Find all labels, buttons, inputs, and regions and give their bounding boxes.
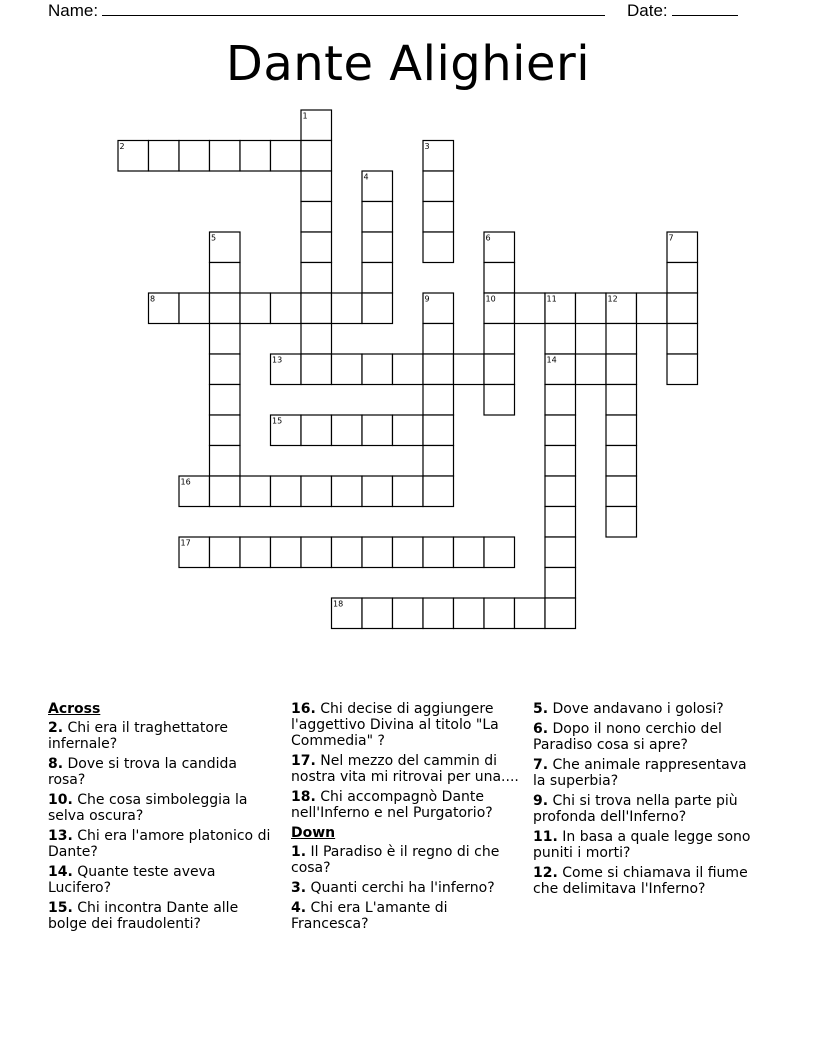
grid-cell[interactable] (454, 537, 485, 568)
clue-num: 8. (48, 756, 64, 772)
clue-number: 11 (546, 294, 557, 304)
grid-cell[interactable] (637, 293, 668, 324)
grid-cell[interactable] (454, 354, 485, 385)
grid-cell[interactable] (210, 354, 241, 385)
clue-text: Quanti cerchi ha l'inferno? (306, 880, 495, 896)
clue-num: 10. (48, 792, 73, 808)
clue-num: 9. (533, 793, 549, 809)
across-clue-list-continued (291, 701, 521, 821)
grid-cell[interactable] (301, 476, 332, 507)
down-clue-list-continued (533, 701, 763, 897)
grid-cell[interactable] (515, 293, 546, 324)
clue-number: 12 (607, 294, 618, 304)
clues-column-3 (533, 701, 763, 901)
grid-cell[interactable] (545, 507, 576, 538)
clue (533, 701, 763, 717)
clue-text: Dove andavano i golosi? (548, 701, 724, 717)
clue-num: 15. (48, 900, 73, 916)
grid-cell[interactable] (393, 476, 424, 507)
grid-cell[interactable] (393, 415, 424, 446)
grid-cell[interactable] (393, 537, 424, 568)
clue-text: Dopo il nono cerchio del Paradiso cosa si apre? (533, 721, 722, 753)
clue-text: Dove si trova la candida rosa? (48, 756, 237, 788)
grid-cell[interactable] (301, 232, 332, 263)
clue-text: Chi era L'amante di Francesca? (291, 900, 448, 932)
clue (48, 720, 278, 752)
grid-cell[interactable] (545, 537, 576, 568)
across-heading: Across (48, 701, 101, 717)
grid-cell[interactable] (362, 263, 393, 294)
grid-cell[interactable] (362, 537, 393, 568)
grid-cell[interactable] (667, 293, 698, 324)
grid-cell[interactable] (393, 354, 424, 385)
grid-cell[interactable] (271, 476, 302, 507)
clue-num: 5. (533, 701, 549, 717)
clues-column-1 (48, 701, 278, 936)
clue-number: 17 (180, 538, 191, 548)
grid-cell[interactable] (332, 537, 363, 568)
grid-cell[interactable] (484, 598, 515, 629)
clue-text: Nel mezzo del cammin di nostra vita mi ritrovai per una.... (291, 753, 519, 785)
grid-cell[interactable] (271, 537, 302, 568)
clue-number: 2 (119, 142, 125, 151)
grid-cell[interactable] (332, 415, 363, 446)
clue-number: 18 (333, 599, 344, 609)
grid-cell[interactable] (332, 476, 363, 507)
clue (533, 721, 763, 753)
clue (48, 756, 278, 788)
clue-num: 14. (48, 864, 73, 880)
clue (291, 844, 521, 876)
grid-cell[interactable] (423, 598, 454, 629)
grid-cell[interactable] (423, 324, 454, 355)
grid-cell[interactable] (423, 446, 454, 477)
grid-cell[interactable] (301, 171, 332, 202)
name-label: Name: (48, 1, 99, 20)
clues-column-2 (291, 701, 521, 936)
grid-cell[interactable] (210, 263, 241, 294)
clue-text: Che animale rappresentava la superbia? (533, 757, 747, 789)
grid-cell[interactable] (423, 476, 454, 507)
clue-number: 16 (180, 477, 191, 487)
grid-cell[interactable] (423, 354, 454, 385)
clue-number: 14 (546, 355, 557, 365)
grid-cell[interactable] (423, 415, 454, 446)
grid-cell[interactable] (606, 476, 637, 507)
clue-num: 4. (291, 900, 307, 916)
clue-number: 7 (668, 233, 674, 243)
grid-cell[interactable] (545, 476, 576, 507)
grid-cell[interactable] (667, 263, 698, 294)
clue-num: 2. (48, 720, 64, 736)
grid-cell[interactable] (576, 354, 607, 385)
grid-cell[interactable] (393, 598, 424, 629)
clue-number: 3 (424, 142, 430, 151)
clue (48, 828, 278, 860)
grid-cell[interactable] (667, 324, 698, 355)
clue-text: Chi incontra Dante alle bolge dei fraudolenti? (48, 900, 239, 932)
clue-num: 12. (533, 865, 558, 881)
clue-number: 13 (272, 355, 283, 365)
grid-cell[interactable] (545, 568, 576, 599)
grid-cell[interactable] (332, 293, 363, 324)
grid-cell[interactable] (362, 232, 393, 263)
clue (291, 880, 521, 896)
grid-cell[interactable] (545, 446, 576, 477)
clue (533, 865, 763, 897)
grid-cell[interactable] (301, 415, 332, 446)
clue (48, 900, 278, 932)
page-title: Dante Alighieri (225, 36, 591, 92)
grid-cell[interactable] (240, 476, 271, 507)
clue (48, 792, 278, 824)
grid-cell[interactable] (423, 171, 454, 202)
grid-cell[interactable] (362, 354, 393, 385)
down-heading: Down (291, 825, 336, 841)
grid-cell[interactable] (576, 293, 607, 324)
clue (533, 829, 763, 861)
grid-cell[interactable] (301, 537, 332, 568)
grid-cell[interactable] (210, 415, 241, 446)
clue-num: 3. (291, 880, 307, 896)
grid-cell[interactable] (606, 507, 637, 538)
grid-cell[interactable] (210, 446, 241, 477)
grid-cell[interactable] (484, 385, 515, 416)
clue-number: 4 (363, 172, 369, 182)
clue-number: 5 (211, 233, 217, 243)
clue-text: In basa a quale legge sono puniti i morti? (533, 829, 751, 861)
grid-cell[interactable] (240, 141, 271, 172)
grid-cell[interactable] (301, 263, 332, 294)
clue-number: 8 (150, 294, 156, 304)
across-clue-list (48, 720, 278, 932)
grid-cell[interactable] (240, 293, 271, 324)
grid-cell[interactable] (545, 415, 576, 446)
clue (48, 864, 278, 896)
clue-text: Il Paradiso è il regno di che cosa? (291, 844, 500, 876)
grid-cell[interactable] (545, 598, 576, 629)
grid-cell[interactable] (545, 324, 576, 355)
clue-text: Chi decise di aggiungere l'aggettivo Divina al titolo "La Commedia" ? (291, 701, 499, 749)
grid-cell[interactable] (332, 354, 363, 385)
clue-num: 13. (48, 828, 73, 844)
clue-text: Chi era il traghettatore infernale? (48, 720, 228, 752)
grid-cell[interactable] (240, 537, 271, 568)
down-clue-list (291, 844, 521, 932)
clue-num: 11. (533, 829, 558, 845)
grid-cell[interactable] (606, 446, 637, 477)
grid-cell[interactable] (301, 354, 332, 385)
grid-cell[interactable] (210, 385, 241, 416)
grid-cell[interactable] (210, 293, 241, 324)
grid-cell[interactable] (423, 202, 454, 233)
grid-cell[interactable] (301, 202, 332, 233)
clue-num: 18. (291, 789, 316, 805)
grid-cell[interactable] (545, 385, 576, 416)
grid-cell[interactable] (606, 324, 637, 355)
clue (291, 701, 521, 749)
clue (533, 757, 763, 789)
grid-cell[interactable] (179, 141, 210, 172)
grid-cell[interactable] (362, 293, 393, 324)
clue-text: Chi era l'amore platonico di Dante? (48, 828, 271, 860)
clue-number: 15 (272, 416, 283, 426)
clue (291, 789, 521, 821)
clue (291, 753, 521, 785)
clue-number: 10 (485, 294, 496, 304)
clue-num: 6. (533, 721, 549, 737)
grid-cell[interactable] (423, 232, 454, 263)
clue-num: 1. (291, 844, 307, 860)
grid-cell[interactable] (423, 385, 454, 416)
clue-text: Quante teste aveva Lucifero? (48, 864, 216, 896)
grid-cell[interactable] (301, 324, 332, 355)
clue (533, 793, 763, 825)
grid-cell[interactable] (454, 598, 485, 629)
grid-cell[interactable] (484, 324, 515, 355)
date-label: Date: (627, 1, 668, 20)
clue-num: 16. (291, 701, 316, 717)
grid-cell[interactable] (271, 141, 302, 172)
clue-number: 6 (485, 233, 491, 243)
grid-cell[interactable] (667, 354, 698, 385)
grid-cell[interactable] (515, 598, 546, 629)
grid-cell[interactable] (362, 202, 393, 233)
grid-cell[interactable] (210, 537, 241, 568)
grid-cell[interactable] (606, 354, 637, 385)
clue-text: Che cosa simboleggia la selva oscura? (48, 792, 248, 824)
clue-text: Come si chiamava il fiume che delimitava l'Inferno? (533, 865, 748, 897)
grid-cell[interactable] (149, 141, 180, 172)
grid-cell[interactable] (301, 141, 332, 172)
grid-cell[interactable] (423, 537, 454, 568)
clue-num: 17. (291, 753, 316, 769)
grid-cell[interactable] (362, 415, 393, 446)
clue-number: 9 (424, 294, 430, 304)
grid-cell[interactable] (362, 476, 393, 507)
grid-cell[interactable] (179, 293, 210, 324)
clue (291, 900, 521, 932)
grid-cell[interactable] (484, 537, 515, 568)
clue-text: Chi si trova nella parte più profonda dell'Inferno? (533, 793, 738, 825)
grid-cell[interactable] (484, 263, 515, 294)
grid-cell[interactable] (606, 385, 637, 416)
grid-cell[interactable] (271, 293, 302, 324)
grid-cell[interactable] (484, 354, 515, 385)
grid-cell[interactable] (210, 324, 241, 355)
grid-cell[interactable] (301, 293, 332, 324)
grid-cell[interactable] (606, 415, 637, 446)
grid-cell[interactable] (362, 598, 393, 629)
clue-text: Chi accompagnò Dante nell'Inferno e nel Purgatorio? (291, 789, 493, 821)
grid-cell[interactable] (210, 476, 241, 507)
clue-number: 1 (302, 111, 308, 121)
clue-num: 7. (533, 757, 549, 773)
grid-cell[interactable] (210, 141, 241, 172)
